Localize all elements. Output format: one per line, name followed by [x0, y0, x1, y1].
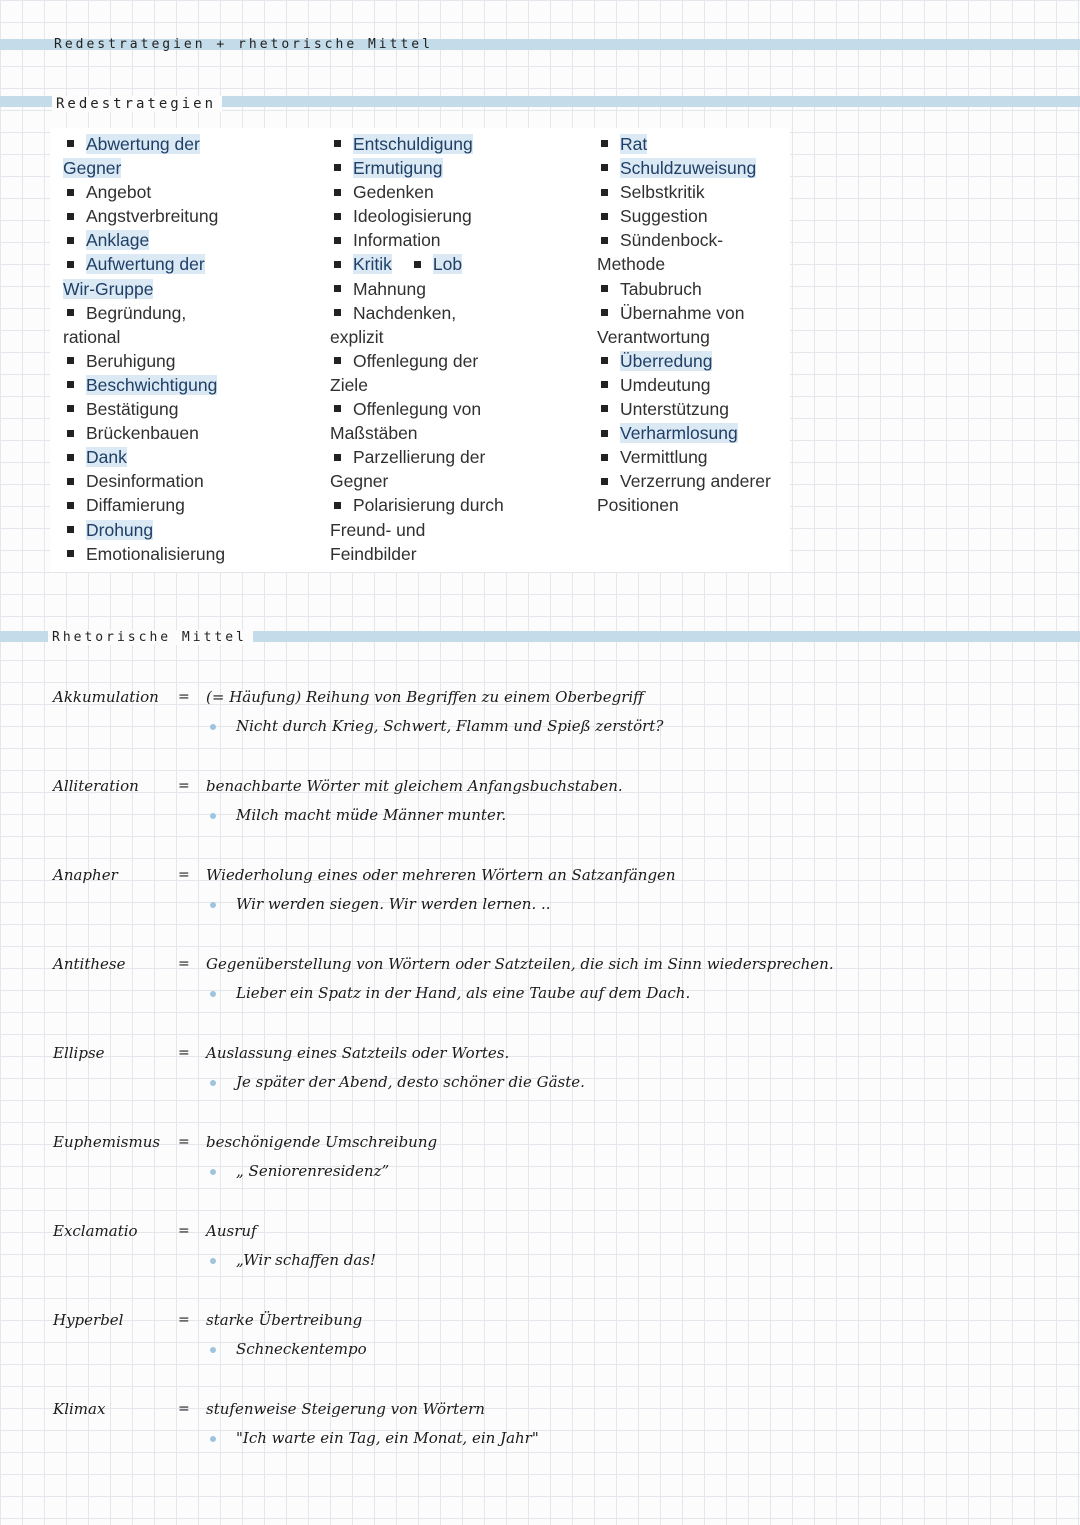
rhetoric-example: "Ich warte ein Tag, ein Monat, ein Jahr" [236, 1429, 539, 1447]
rhetoric-term: Klimax [53, 1400, 106, 1418]
rhetoric-term: Hyperbel [53, 1311, 124, 1329]
strategy-item [330, 156, 504, 180]
strategy-label: Aufwertung der [86, 254, 205, 275]
bullet-icon [67, 502, 74, 509]
equals-sign: = [178, 1223, 190, 1239]
strategy-item [63, 421, 225, 445]
strategy-label: Nachdenken, [353, 302, 457, 323]
strategy-item [330, 301, 504, 325]
strategy-label: explizit [330, 326, 384, 347]
bullet-dot-icon [210, 1347, 216, 1353]
strategy-item [63, 180, 225, 204]
bullet-icon [601, 164, 608, 171]
strategy-label: Beschwichtigung [86, 374, 218, 395]
rhetoric-entry [0, 1044, 1080, 1124]
strategy-label: Feindbilder [330, 543, 417, 564]
bullet-icon [334, 502, 341, 509]
bullet-icon [67, 550, 74, 557]
strategy-item [63, 132, 225, 156]
bullet-icon [601, 430, 608, 437]
bullet-dot-icon [210, 1436, 216, 1442]
bullet-icon [334, 309, 341, 316]
bullet-dot-icon [210, 1080, 216, 1086]
rhetoric-entry [0, 866, 1080, 946]
rhetoric-example: Nicht durch Krieg, Schwert, Flamm und Spieß zerstört? [236, 717, 664, 735]
strategy-item [330, 132, 504, 156]
strategy-item [63, 349, 225, 373]
strategy-item [63, 469, 225, 493]
equals-sign: = [178, 1401, 190, 1417]
bullet-icon [67, 309, 74, 316]
rhetoric-term: Exclamatio [53, 1222, 138, 1240]
strategy-item [63, 277, 225, 301]
strategy-item [330, 542, 504, 566]
strategy-item [330, 445, 504, 469]
strategy-item [330, 325, 504, 349]
strategy-item [597, 180, 771, 204]
bullet-dot-icon [210, 724, 216, 730]
strategy-item [63, 373, 225, 397]
page-title: Redestrategien + rhetorische Mittel [54, 37, 433, 52]
bullet-icon [414, 261, 421, 268]
rhetoric-entry [0, 1222, 1080, 1302]
rhetoric-definition: stufenweise Steigerung von Wörtern [206, 1400, 485, 1418]
equals-sign: = [178, 867, 190, 883]
rhetoric-term: Anapher [53, 866, 118, 884]
strategy-label: Beruhigung [86, 350, 176, 371]
strategy-item [597, 252, 771, 276]
rhetoric-term: Ellipse [53, 1044, 105, 1062]
strategy-label: Verantwortung [597, 326, 710, 347]
strategy-label: Ermutigung [353, 158, 443, 179]
strategy-item [597, 493, 771, 517]
strategy-item [330, 469, 504, 493]
strategy-label: Überredung [620, 350, 713, 371]
rhetoric-entry [0, 777, 1080, 857]
strategy-item [63, 252, 225, 276]
strategy-item [597, 445, 771, 469]
rhetoric-entry [0, 1400, 1080, 1480]
rhetoric-term: Antithese [53, 955, 126, 973]
strategy-label: Maßstäben [330, 423, 418, 444]
bullet-icon [67, 526, 74, 533]
strategy-item [597, 373, 771, 397]
rhetoric-definition: (= Häufung) Reihung von Begriffen zu einem Oberbegriff [206, 688, 644, 706]
strategy-item [63, 493, 225, 517]
bullet-icon [334, 261, 341, 268]
strategy-label: Mahnung [353, 278, 426, 299]
strategy-label: Entschuldigung [353, 134, 473, 154]
bullet-dot-icon [210, 902, 216, 908]
equals-sign: = [178, 778, 190, 794]
bullet-icon [334, 140, 341, 147]
strategy-label: Offenlegung von [353, 399, 482, 420]
strategy-item [597, 325, 771, 349]
bullet-icon [67, 140, 74, 147]
rhetoric-example: Wir werden siegen. Wir werden lernen. .. [236, 895, 551, 913]
strategy-item [330, 180, 504, 204]
strategy-label: Bestätigung [86, 399, 179, 420]
strategy-item [597, 397, 771, 421]
strategy-label: Wir-Gruppe [63, 278, 154, 299]
rhetoric-example: Je später der Abend, desto schöner die Gäste. [236, 1073, 585, 1091]
bullet-dot-icon [210, 1258, 216, 1264]
strategy-item [597, 277, 771, 301]
strategy-label: Vermittlung [620, 447, 708, 468]
strategy-label: Gedenken [353, 182, 434, 203]
bullet-icon [601, 309, 608, 316]
bullet-icon [601, 454, 608, 461]
strategy-item [63, 204, 225, 228]
bullet-icon [334, 213, 341, 220]
strategy-item [63, 397, 225, 421]
strategy-item [330, 252, 504, 276]
strategy-item [330, 228, 504, 252]
strategy-label: Diffamierung [86, 495, 185, 516]
strategy-item [330, 373, 504, 397]
strategy-label: Angstverbreitung [86, 206, 219, 227]
bullet-icon [601, 189, 608, 196]
strategy-item [597, 301, 771, 325]
rhetoric-term: Akkumulation [53, 688, 159, 706]
rhetoric-term: Alliteration [53, 777, 139, 795]
bullet-icon [67, 261, 74, 268]
strategy-label: Desinformation [86, 471, 204, 492]
strategy-label: Abwertung der [86, 134, 200, 154]
bullet-icon [601, 357, 608, 364]
strategy-label: rational [63, 326, 121, 347]
strategy-item [597, 132, 771, 156]
rhetoric-term: Euphemismus [53, 1133, 161, 1151]
rhetoric-entry [0, 955, 1080, 1035]
strategy-label: Emotionalisierung [86, 543, 226, 564]
rhetoric-example: Lieber ein Spatz in der Hand, als eine Taube auf dem Dach. [236, 984, 691, 1002]
bullet-icon [601, 237, 608, 244]
strategy-item [63, 228, 225, 252]
bullet-icon [601, 381, 608, 388]
strategy-item [63, 542, 225, 566]
strategies-column-1 [63, 132, 225, 566]
strategy-item [330, 518, 504, 542]
rhetoric-definition: Ausruf [206, 1222, 257, 1240]
equals-sign: = [178, 1312, 190, 1328]
strategy-label: Information [353, 230, 441, 251]
strategy-item [597, 156, 771, 180]
bullet-icon [601, 285, 608, 292]
strategy-item [330, 349, 504, 373]
strategy-label: Sündenbock- [620, 230, 724, 251]
bullet-icon [67, 405, 74, 412]
rhetoric-example: „Wir schaffen das! [236, 1251, 377, 1269]
rhetoric-definition: Gegenüberstellung von Wörtern oder Satzteilen, die sich im Sinn wiedersprechen. [206, 955, 834, 973]
strategy-label: Ziele [330, 374, 368, 395]
bullet-icon [67, 478, 74, 485]
bullet-icon [67, 189, 74, 196]
strategy-label: Kritik [353, 254, 392, 275]
strategy-label: Polarisierung durch [353, 495, 504, 516]
strategy-label: Selbstkritik [620, 182, 705, 203]
bullet-icon [334, 357, 341, 364]
bullet-icon [334, 189, 341, 196]
bullet-icon [334, 164, 341, 171]
rhetoric-entry [0, 1311, 1080, 1391]
strategy-label: Suggestion [620, 206, 708, 227]
strategy-item [597, 421, 771, 445]
strategy-label: Drohung [86, 519, 154, 540]
rhetoric-example: „ Seniorenresidenz” [236, 1162, 390, 1180]
strategy-label: Dank [86, 447, 127, 468]
strategy-label: Tabubruch [620, 278, 702, 299]
strategy-item [63, 518, 225, 542]
strategy-label: Brückenbauen [86, 423, 199, 444]
equals-sign: = [178, 689, 190, 705]
strategy-item [63, 301, 225, 325]
strategy-label: Lob [432, 254, 463, 275]
strategy-label: Methode [597, 254, 666, 275]
rhetoric-definition: Auslassung eines Satzteils oder Wortes. [206, 1044, 510, 1062]
strategy-label: Verharmlosung [620, 423, 738, 444]
strategy-label: Parzellierung der [353, 447, 486, 468]
strategy-item [597, 228, 771, 252]
bullet-dot-icon [210, 813, 216, 819]
bullet-icon [601, 213, 608, 220]
strategy-label: Ideologisierung [353, 206, 472, 227]
strategy-label: Positionen [597, 495, 679, 516]
strategy-item [63, 325, 225, 349]
rhetoric-definition: beschönigende Umschreibung [206, 1133, 438, 1151]
strategy-item [63, 156, 225, 180]
strategy-item [63, 445, 225, 469]
rhetoric-definition: starke Übertreibung [206, 1311, 363, 1329]
equals-sign: = [178, 1045, 190, 1061]
strategy-label: Anklage [86, 230, 150, 251]
bullet-icon [601, 405, 608, 412]
strategy-label: Schuldzuweisung [620, 158, 757, 179]
strategy-label: Angebot [86, 182, 152, 203]
equals-sign: = [178, 1134, 190, 1150]
strategy-label: Begründung, [86, 302, 187, 323]
equals-sign: = [178, 956, 190, 972]
rhetoric-entry [0, 1133, 1080, 1213]
section-title-strategies: Redestrategien [52, 96, 222, 112]
rhetoric-example: Milch macht müde Männer munter. [236, 806, 507, 824]
bullet-icon [334, 454, 341, 461]
bullet-icon [67, 357, 74, 364]
rhetoric-entry [0, 688, 1080, 768]
strategy-item [330, 204, 504, 228]
bullet-icon [67, 237, 74, 244]
strategies-column-2 [330, 132, 504, 566]
bullet-icon [601, 140, 608, 147]
strategy-label: Offenlegung der [353, 350, 479, 371]
bullet-dot-icon [210, 1169, 216, 1175]
bullet-icon [67, 454, 74, 461]
bullet-dot-icon [210, 991, 216, 997]
bullet-icon [67, 213, 74, 220]
strategy-label: Gegner [63, 158, 122, 179]
rhetoric-definition: benachbarte Wörter mit gleichem Anfangsbuchstaben. [206, 777, 623, 795]
strategy-label: Umdeutung [620, 374, 711, 395]
strategy-label: Verzerrung anderer [620, 471, 771, 492]
strategy-label: Gegner [330, 471, 389, 492]
strategy-item [330, 493, 504, 517]
strategy-item [330, 421, 504, 445]
strategy-label: Übernahme von [620, 302, 745, 323]
strategy-label: Freund- und [330, 519, 426, 540]
strategy-label: Rat [620, 134, 648, 154]
strategy-item [597, 349, 771, 373]
bullet-icon [67, 381, 74, 388]
bullet-icon [334, 237, 341, 244]
section-title-rhetoric: Rhetorische Mittel [48, 630, 253, 645]
strategies-column-3 [597, 132, 771, 518]
bullet-icon [334, 285, 341, 292]
rhetoric-example: Schneckentempo [236, 1340, 367, 1358]
bullet-icon [334, 405, 341, 412]
strategy-item [330, 397, 504, 421]
strategy-label: Unterstützung [620, 399, 729, 420]
strategy-item [330, 277, 504, 301]
bullet-icon [601, 478, 608, 485]
strategy-item [597, 469, 771, 493]
strategy-item [597, 204, 771, 228]
bullet-icon [67, 430, 74, 437]
rhetoric-definition: Wiederholung eines oder mehreren Wörtern an Satzanfängen [206, 866, 676, 884]
